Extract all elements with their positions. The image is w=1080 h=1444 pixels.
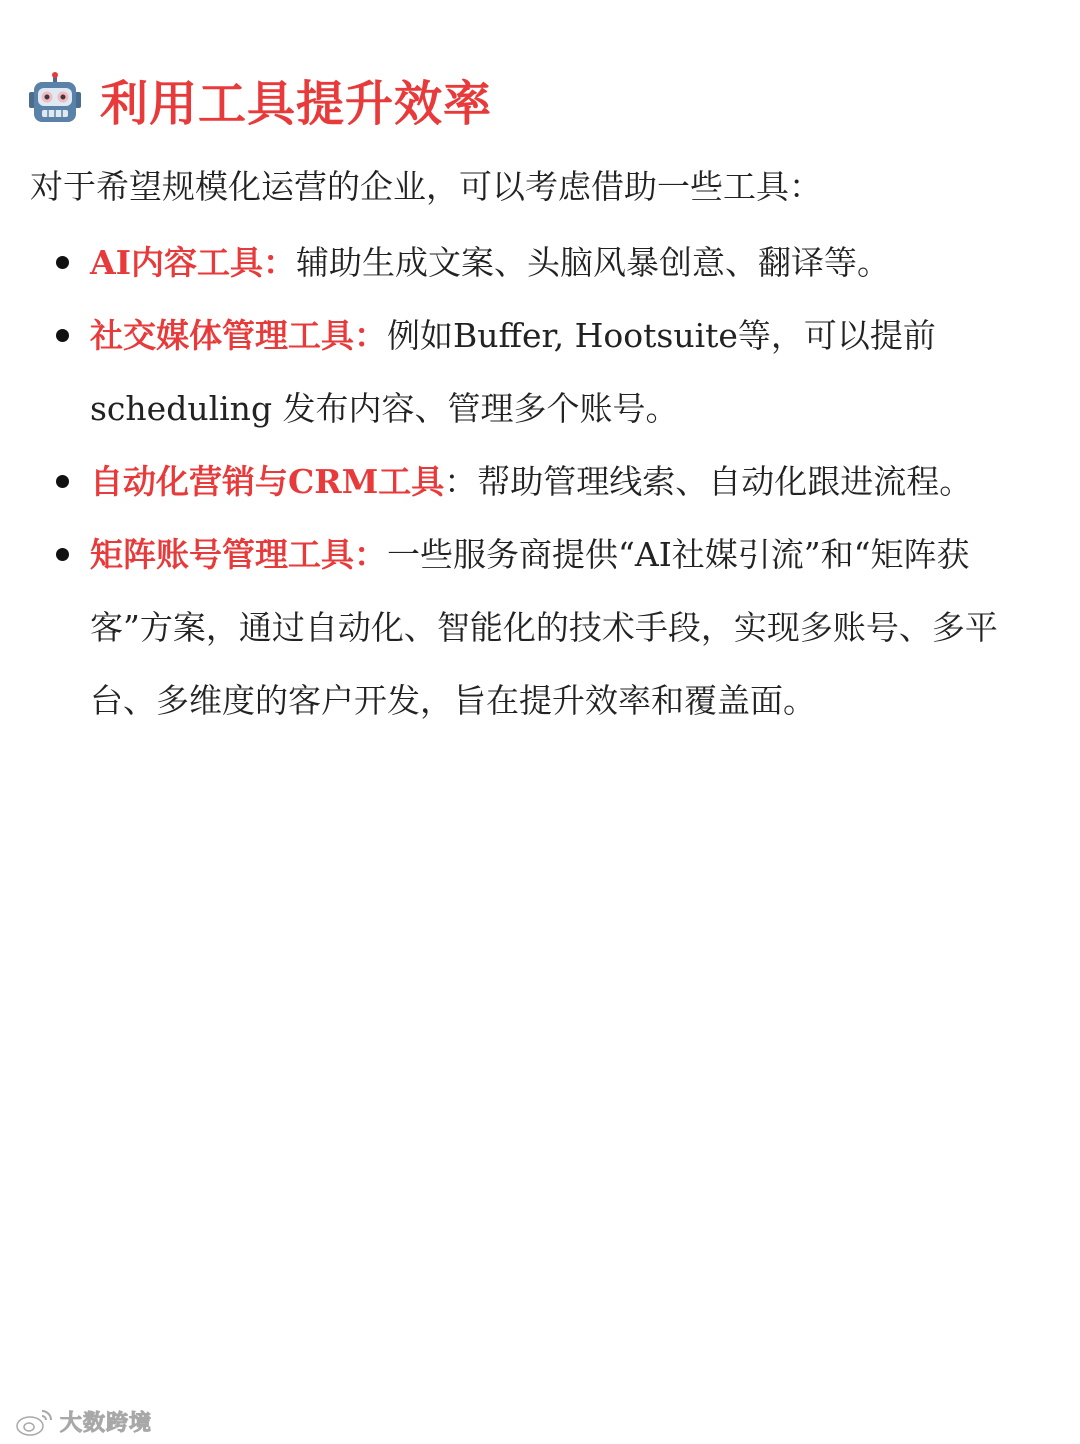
weibo-logo-icon bbox=[14, 1407, 54, 1437]
list-item bbox=[0, 445, 1080, 518]
tool-description: 辅助生成文案、头脑风暴创意、翻译等。 bbox=[296, 243, 891, 282]
list-item bbox=[0, 299, 1080, 445]
tool-name: AI内容工具： bbox=[90, 243, 297, 282]
page-title: 利用工具提升效率 bbox=[100, 75, 493, 132]
tool-description: 例如Buffer, Hootsuite等，可以提前scheduling 发布内容、管理多个账号。 bbox=[90, 316, 936, 428]
watermark bbox=[14, 1406, 152, 1437]
bullet-icon bbox=[56, 548, 69, 561]
tool-list bbox=[0, 226, 1080, 737]
bullet-icon bbox=[56, 256, 69, 269]
list-item bbox=[0, 518, 1080, 737]
page-header bbox=[28, 64, 492, 134]
tool-description: ：帮助管理线索、自动化跟进流程。 bbox=[444, 462, 973, 501]
bullet-icon bbox=[56, 329, 69, 342]
list-item bbox=[0, 226, 1080, 299]
watermark-text: 大数跨境 bbox=[60, 1411, 153, 1436]
tool-name: 自动化营销与CRM工具 bbox=[90, 462, 445, 501]
bullet-icon bbox=[56, 475, 69, 488]
tool-name: 社交媒体管理工具： bbox=[90, 316, 387, 355]
robot-icon bbox=[28, 72, 82, 126]
tool-name: 矩阵账号管理工具： bbox=[90, 535, 387, 574]
intro-text: 对于希望规模化运营的企业，可以考虑借助一些工具： bbox=[30, 167, 822, 206]
tool-description: 一些服务商提供“AI社媒引流”和“矩阵获客”方案，通过自动化、智能化的技术手段，实现多账号、多平台、多维度的客户开发，旨在提升效率和覆盖面。 bbox=[90, 535, 998, 720]
